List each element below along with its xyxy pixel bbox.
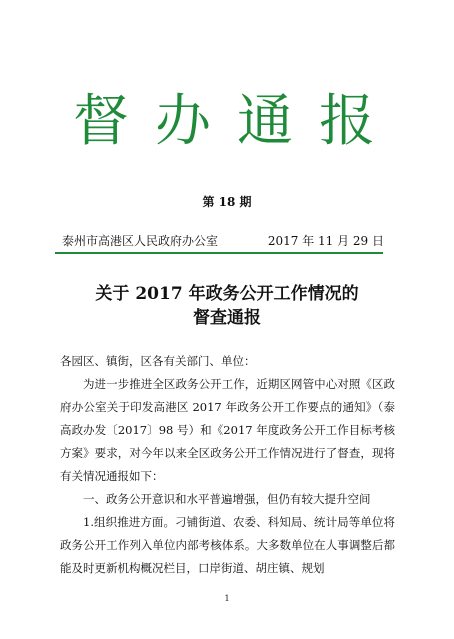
salutation: 各园区、镇街，区各有关部门、单位： <box>60 354 256 368</box>
document-body <box>60 350 395 580</box>
issuer-row <box>62 232 384 249</box>
page-number: 1 <box>224 594 230 603</box>
body-paragraph: 1.组织推进方面。刁铺街道、农委、科知局、统计局等单位将政务公开工作列入单位内部考核体系。大多数单位在人事调整后都能及时更新机构概况栏目，口岸街道、胡庄镇、规划 <box>60 515 395 575</box>
issue-number: 第 18 期 <box>202 195 252 209</box>
intro-paragraph: 为进一步推进全区政务公开工作，近期区网管中心对照《区政府办公室关于印发高港区 2017 年政务公开工作要点的通知》（泰高政办发〔2017〕98 号）和《2017 年度政务公开工作目标考核方案》要求，对今年以来全区政务公开工作情况进行了督查，现将有关情况通报如下： <box>60 377 395 483</box>
issuer-name: 泰州市高港区人民政府办公室 <box>62 234 219 248</box>
document-title-line-1: 关于 2017 年政务公开工作情况的 <box>95 284 359 304</box>
issue-date: 2017 年 11 月 29 日 <box>267 234 384 248</box>
document-title-line-2: 督查通报 <box>193 308 261 328</box>
masthead-title: 督办通报 <box>73 89 401 154</box>
document-title <box>0 282 454 330</box>
header-divider <box>55 252 383 254</box>
section-heading: 一、政务公开意识和水平普遍增强，但仍有较大提升空间 <box>83 492 371 506</box>
